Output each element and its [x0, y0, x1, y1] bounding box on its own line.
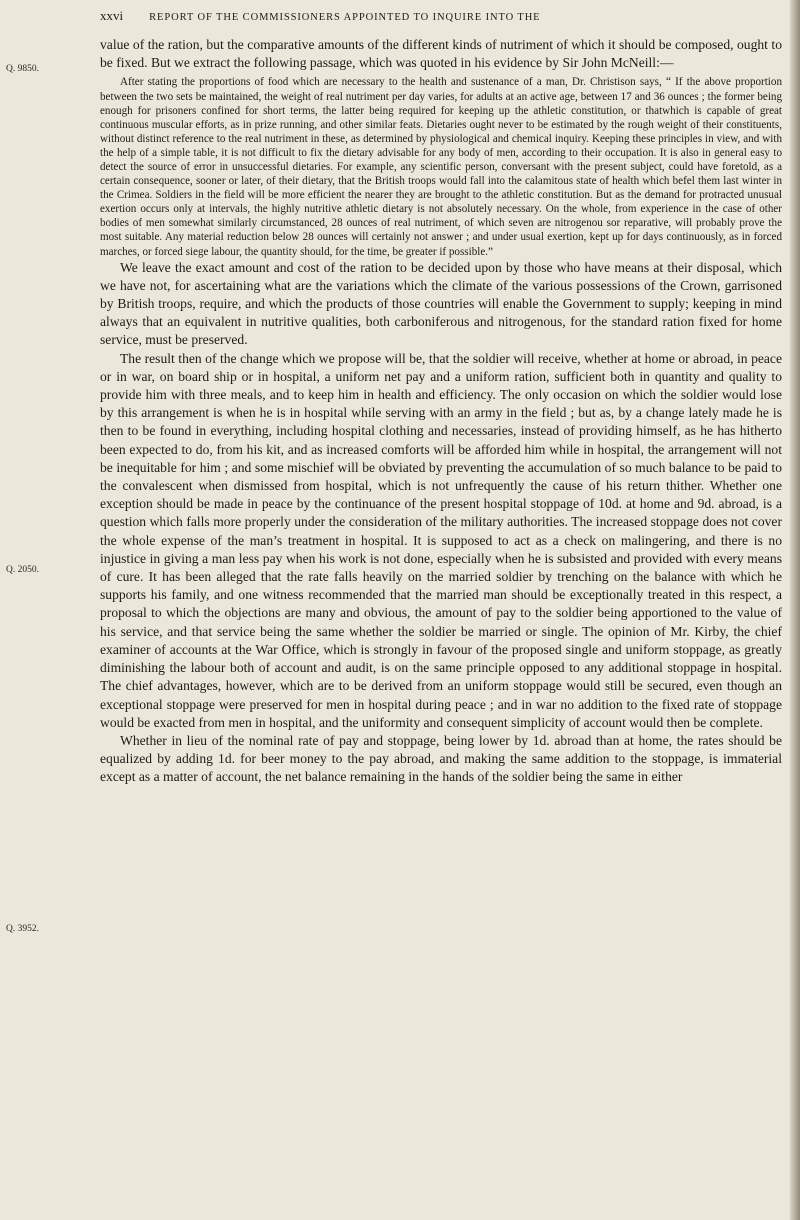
paragraph-result: The result then of the change which we propose will be, that the soldier will receive, whether at home or abroad, in peace or in war, on board ship or in hospital, a uniform net pay and a uniform ration, sufficient both in quantity and quality to provide him with three meals, and to keep him in health and efficiency. The only occasion on which the soldier would lose by this arrangement is when he is in hospital while serving with an army in the field ; but as, by a change lately made he is then to be found in everything, including hospital clothing and necessaries, instead of providing himself, as he has hitherto been expected to do, from his kit, and as increased comforts will be afforded him while in hospital, the arrangement will not be inequitable for him ; and some mischief will be obviated by preventing the accumulation of so much balance to be paid to the convalescent when dismissed from hospital, which is not unfrequently the cause of his return thither. Whether one exception should be made in peace by the continuance of the present hospital stoppage of 10d. at home and 9d. abroad, is a question which falls more properly under the consideration of the military authorities. The increased stoppage does not cover the whole expense of the man’s treatment in hospital. It is supposed to act as a check on malingering, and there is no injustice in giving a man less pay when his work is not done, especially when he is subsisted and provided with every means of cure. It has been alleged that the rate falls heavily on the married soldier by trenching on the balance with which he supports his family, and one witness recommended that the married man should be exceptionally treated in this respect, a proposal to which the objections are many and obvious, the amount of pay to the soldier being apportioned to the value of his service, and that service being the same whether the soldier be married or single. The opinion of Mr. Kirby, the chief examiner of accounts at the War Office, which is strongly in favour of the proposed single and uniform stoppage, as greatly diminishing the labour both of account and audit, is on the same principle opposed to any additional stoppage in hospital. The chief advantages, however, which are to be derived from an uniform stoppage would still be secured, even though an exceptional stoppage were preserved for men in hospital during peace ; and in war no addition to the fixed rate of stoppage would be exacted from men in hospital, and the uniformity and consequent simplicity of account would then be complete.: [100, 350, 782, 730]
margin-note-q2050: Q. 2050.: [6, 565, 39, 575]
page-number: xxvi: [100, 8, 124, 23]
body-text: [100, 36, 782, 787]
paragraph-intro: value of the ration, but the comparative amounts of the different kinds of nutriment of which it should be composed, ought to be fixed. But we extract the following passage, which was quoted in his evidence by Sir John McNeill:—: [100, 37, 782, 71]
margin-note-q3952: Q. 3952.: [6, 924, 39, 934]
running-title: REPORT OF THE COMMISSIONERS APPOINTED TO INQUIRE INTO THE: [149, 12, 541, 23]
running-header: [100, 8, 780, 24]
quoted-passage: After stating the proportions of food which are necessary to the health and sustenance of a man, Dr. Christison says, “ If the above proportion between the two sets be maintained, the weight of real nutriment per day varies, for adults at an active age, between 17 and 36 ounces ; the former being enough for prisoners confined for short terms, the latter being required for keeping up the athletic constitution, or thatwhich is capable of great continuous muscular efforts, as in prize running, and other similar feats. Dietaries ought never to be estimated by the rough weight of their constituents, without distinct reference to the real nutriment in these, as determined by physiological and chemical inquiry. Keeping these principles in view, and with the help of a simple table, it is not difficult to fix the dietary advisable for any body of men, according to their occupation. It is also in general easy to detect the source of error in unsuccessful dietaries. For example, any scientific person, conversant with the present subject, could have foretold, as a certain consequence, sooner or later, of their dietary, that the British troops would fall into the calamitous state of health which befel them last winter in the Crimea. Soldiers in the field will be more efficient the nearer they are brought to the athletic constitution. But as the demand for protracted unusual exertion occurs only at intervals, the highly nutritive athletic dietary is not absolutely necessary. On the whole, from experience in the case of other bodies of men somewhat similarly circumstanced, 28 ounces of real nutriment, of which seven are nitrogenou sor reparative, will probably prove the most suitable. Any material reduction below 28 ounces will certainly not answer ; and under usual exertion, kept up for days continuously, as in forced marches, or forced siege labour, the quantity should, for the time, be greater if possible.”: [100, 76, 782, 258]
paragraph-ration-cost: We leave the exact amount and cost of the ration to be decided upon by those who have means at their disposal, which we have not, for ascertaining what are the variations which the climate of the various possessions of the Crown, garrisoned by British troops, require, and which the products of those countries will enable the Government to supply; keeping in mind always that an equivalent in nutritive qualities, both carboniferous and nitrogenous, for the standard ration fixed for home service, must be preserved.: [100, 259, 782, 348]
margin-note-q9850: Q. 9850.: [6, 64, 39, 74]
paragraph-nominal-rate: Whether in lieu of the nominal rate of pay and stoppage, being lower by 1d. abroad than at home, the rates should be equalized by adding 1d. for beer money to the pay abroad, and making the same addition to the stoppage, is immaterial except as a matter of account, the net balance remaining in the hands of the soldier being the same in either: [100, 732, 782, 785]
page-edge-shadow: [790, 0, 800, 1220]
